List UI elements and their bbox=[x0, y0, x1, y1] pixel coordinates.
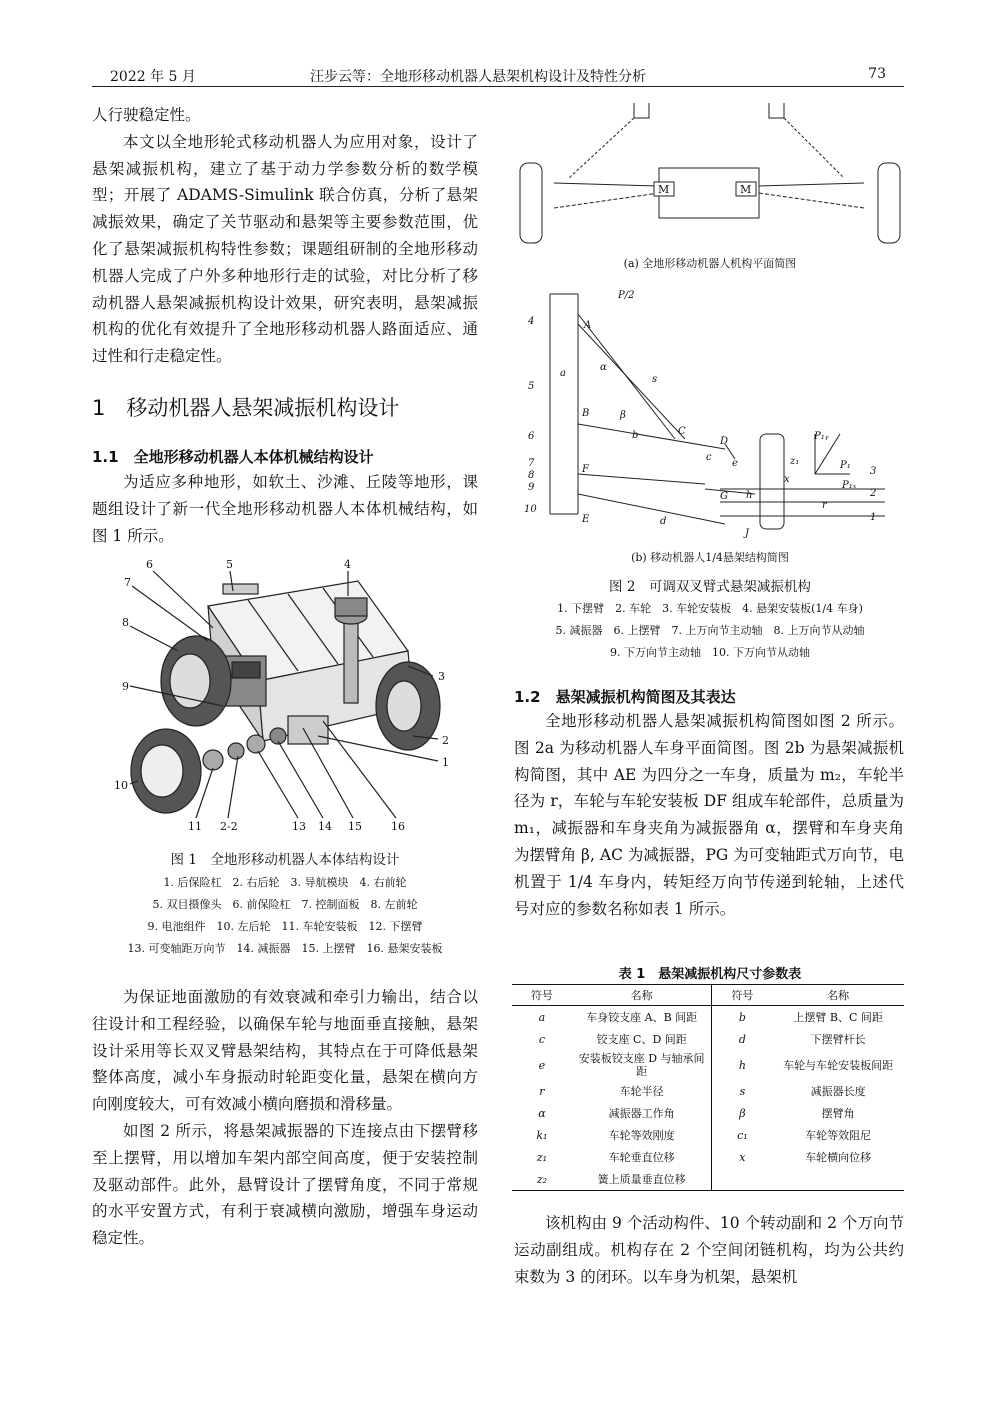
table-cell bbox=[772, 1168, 904, 1191]
table-cell: z₁ bbox=[536, 1150, 548, 1164]
fig2b-label: x bbox=[784, 474, 790, 485]
paragraph: 如图 2 所示，将悬架减振器的下连接点由下摆臂移至上摆臂，用以增加车架内部空间高度，便于安装控制及驱动部件。此外，悬臂设计了摆臂角度，不同于常规的水平安置方式，有利于衰减横向激励，增强车身运动稳定性。 bbox=[92, 1121, 478, 1248]
fig2b-label: 3 bbox=[870, 466, 877, 477]
fig2b-label: 8 bbox=[528, 470, 535, 481]
table-cell: e bbox=[538, 1058, 546, 1072]
table-row bbox=[512, 1006, 904, 1029]
fig1-label: 14 bbox=[318, 820, 332, 833]
table-cell: 车轮等效阻尼 bbox=[805, 1128, 872, 1142]
fig2b-label: 2 bbox=[870, 488, 877, 499]
table-cell: 车轮与车轮安装板间距 bbox=[783, 1058, 894, 1072]
table-row bbox=[512, 1050, 904, 1080]
subsection-heading: 1.1 全地形移动机器人本体机械结构设计 bbox=[92, 448, 374, 466]
table-row bbox=[512, 1102, 904, 1124]
page-number: 73 bbox=[868, 66, 886, 82]
table-row bbox=[512, 1168, 904, 1191]
header-title: 汪步云等：全地形移动机器人悬架机构设计及特性分析 bbox=[310, 69, 646, 85]
paragraph: 该机构由 9 个活动构件、10 个转动副和 2 个万向节运动副组成。机构存在 2 个空间闭链机构，均为公共约束数为 3 的闭环。以车身为机架，悬架机 bbox=[514, 1214, 904, 1286]
fig2b-label: 10 bbox=[524, 504, 537, 515]
table-cell: 车轮横向位移 bbox=[805, 1150, 872, 1164]
fig2b-label: e bbox=[732, 458, 738, 469]
figure-1-robot-illustration bbox=[108, 556, 460, 838]
fig2b-label: C bbox=[678, 426, 686, 437]
table-cell: 摆臂角 bbox=[821, 1106, 855, 1120]
fig2b-label: D bbox=[720, 436, 729, 447]
table-header: 名称 bbox=[572, 985, 712, 1006]
figure-2b-suspension-diagram bbox=[520, 284, 900, 542]
legend-line: 1. 下摆臂 2. 车轮 3. 车轮安装板 4. 悬架安装板(1/4 车身) bbox=[557, 602, 863, 615]
figure-2a-caption: (a) 全地形移动机器人机构平面简图 bbox=[623, 257, 797, 270]
figure-2-caption: 图 2 可调双叉臂式悬架减振机构 bbox=[609, 579, 811, 595]
fig2b-label: 7 bbox=[528, 458, 535, 469]
running-header bbox=[92, 64, 904, 87]
motor-label: M bbox=[658, 183, 670, 196]
fig2b-label: d bbox=[660, 516, 667, 527]
fig2b-label: 9 bbox=[528, 482, 535, 493]
table-cell: 车轮垂直位移 bbox=[572, 1146, 712, 1168]
paragraph: 本文以全地形轮式移动机器人为应用对象，设计了悬架减振机构，建立了基于动力学参数分析的数学模型；开展了 ADAMS-Simulink 联合仿真，分析了悬架减振效果，确定了关节驱动和悬架等主要参数范围，优化了悬架减振机构特性参数；课题组研制的全地形移动机器人完成了户外多种地形行走的试验，对比分析了移动机器人悬架减振机构设计效果，研究表明，悬架减振机构的优化有效提升了全地形移动机器人路面适应、通过性和行走稳定性。 bbox=[92, 132, 478, 366]
figure-1-legend bbox=[92, 872, 478, 960]
table-cell: b bbox=[738, 1010, 746, 1024]
paragraph: 为保证地面激励的有效衰减和牵引力输出，结合以往设计和工程经验，以确保车轮与地面垂直接触，悬架设计采用等长双叉臂悬架结构，其特点在于可降低悬架整体高度，减小车身振动时轮距变化量，悬架在横向方向刚度较大，可有效减小横向磨损和滑移量。 bbox=[92, 988, 478, 1114]
legend-line: 1. 后保险杠 2. 右后轮 3. 导航模块 4. 右前轮 bbox=[163, 876, 407, 889]
left-column-top bbox=[92, 102, 478, 370]
table-row bbox=[512, 1124, 904, 1146]
fig2b-label: r bbox=[822, 500, 827, 511]
fig1-label: 6 bbox=[146, 558, 153, 571]
table-cell: d bbox=[738, 1032, 746, 1046]
figure-2-legend bbox=[514, 598, 906, 664]
right-column-body bbox=[514, 708, 904, 922]
fig2b-label: F bbox=[582, 464, 589, 475]
fig2b-label: P₁ₓ bbox=[842, 480, 857, 491]
fig1-label: 13 bbox=[292, 820, 306, 833]
table-1 bbox=[512, 984, 904, 1191]
fig1-label: 2-2 bbox=[220, 820, 238, 833]
table-cell: k₁ bbox=[536, 1128, 548, 1142]
table-cell: β bbox=[739, 1106, 746, 1120]
table-cell: a bbox=[538, 1010, 546, 1024]
fig1-label: 3 bbox=[438, 670, 445, 683]
fig1-label: 8 bbox=[122, 616, 129, 629]
table-1-title: 表 1 悬架减振机构尺寸参数表 bbox=[618, 967, 802, 982]
table-cell: h bbox=[738, 1058, 746, 1072]
fig2b-label: β bbox=[620, 410, 626, 421]
table-cell: r bbox=[539, 1084, 545, 1098]
fig2b-label: P/2 bbox=[618, 290, 635, 301]
fig2b-label: 6 bbox=[528, 431, 535, 442]
table-header: 名称 bbox=[772, 985, 904, 1006]
table-cell: 减振器工作角 bbox=[572, 1102, 712, 1124]
table-cell: x bbox=[739, 1150, 746, 1164]
fig2b-label: B bbox=[582, 408, 590, 419]
fig2b-label: s bbox=[652, 374, 658, 385]
motor-label: M bbox=[740, 183, 752, 196]
table-cell: c₁ bbox=[737, 1128, 748, 1142]
fig1-label: 7 bbox=[124, 576, 131, 589]
figure-1-caption: 图 1 全地形移动机器人本体结构设计 bbox=[170, 852, 400, 868]
legend-line: 5. 双目摄像头 6. 前保险杠 7. 控制面板 8. 左前轮 bbox=[152, 898, 418, 911]
table-cell: z₂ bbox=[512, 1168, 572, 1191]
table-cell: 上摆臂 B、C 间距 bbox=[793, 1010, 883, 1024]
fig2b-label: A bbox=[584, 320, 592, 331]
fig1-label: 5 bbox=[226, 558, 233, 571]
table-header: 符号 bbox=[712, 985, 772, 1006]
header-date: 2022 年 5 月 bbox=[110, 69, 196, 85]
table-cell: 减振器长度 bbox=[810, 1084, 866, 1098]
left-column-intro bbox=[92, 469, 478, 549]
legend-line: 9. 下万向节主动轴 10. 下万向节从动轴 bbox=[610, 646, 810, 659]
legend-line: 9. 电池组件 10. 左后轮 11. 车轮安装板 12. 下摆臂 bbox=[147, 920, 423, 933]
section-heading: 1 移动机器人悬架减振机构设计 bbox=[92, 396, 400, 420]
fig2b-label: α bbox=[600, 362, 607, 373]
table-cell: α bbox=[538, 1106, 546, 1120]
paragraph: 人行驶稳定性。 bbox=[92, 106, 201, 124]
table-row bbox=[512, 1028, 904, 1050]
table-row bbox=[512, 1146, 904, 1168]
right-column-bottom bbox=[514, 1210, 904, 1290]
fig2b-label: G bbox=[720, 491, 728, 502]
fig1-label: 2 bbox=[442, 734, 449, 747]
table-cell: c bbox=[538, 1032, 545, 1046]
table-cell bbox=[712, 1168, 772, 1191]
table-cell: 车身铰支座 A、B 间距 bbox=[572, 1006, 712, 1029]
fig1-label: 4 bbox=[344, 558, 351, 571]
fig2b-label: 5 bbox=[528, 381, 535, 392]
figure-2b-caption: (b) 移动机器人1/4悬架结构简图 bbox=[631, 551, 789, 564]
figure-2a-plan-diagram bbox=[514, 98, 906, 250]
table-cell: 安装板铰支座 D 与轴承间距 bbox=[572, 1050, 712, 1080]
fig2b-label: c bbox=[706, 452, 712, 463]
fig1-label: 1 bbox=[442, 756, 449, 769]
fig2b-label: P₁ bbox=[840, 460, 851, 471]
fig1-label: 16 bbox=[391, 820, 405, 833]
table-header: 符号 bbox=[512, 985, 572, 1006]
fig1-label: 11 bbox=[188, 820, 202, 833]
table-row bbox=[512, 1080, 904, 1102]
table-cell: 下摆臂杆长 bbox=[810, 1032, 866, 1046]
fig2b-label: 1 bbox=[870, 512, 877, 523]
fig2b-label: E bbox=[582, 514, 590, 525]
legend-line: 5. 减振器 6. 上摆臂 7. 上万向节主动轴 8. 上万向节从动轴 bbox=[555, 624, 865, 637]
fig2b-label: b bbox=[632, 430, 639, 441]
fig2b-label: h bbox=[746, 490, 753, 501]
fig1-label: 10 bbox=[114, 779, 128, 792]
fig2b-label: a bbox=[560, 368, 566, 379]
fig2b-label: 4 bbox=[528, 316, 535, 327]
fig2b-label: J bbox=[745, 528, 750, 539]
fig1-label: 9 bbox=[122, 680, 129, 693]
paragraph: 全地形移动机器人悬架减振机构简图如图 2 所示。图 2a 为移动机器人车身平面简图。图 2b 为悬架减振机构简图，其中 AE 为四分之一车身，质量为 m₂，车轮半径为 r，车轮与车轮安装板 DF 组成车轮部件，总质量为 m₁，减振器和车身夹角为减振器角 α，摆臂和车身夹角为摆臂角 β, AC 为减振器，PG 为可变轴距式万向节，电机置于 1/4 车身内，转矩经万向节传递到轮轴，上述代号对应的参数名称如表 1 所示。 bbox=[514, 712, 904, 918]
table-cell: s bbox=[739, 1084, 746, 1098]
fig2b-label: z₁ bbox=[790, 456, 800, 467]
table-cell: 车轮等效刚度 bbox=[572, 1124, 712, 1146]
left-column-bottom bbox=[92, 984, 478, 1252]
fig2b-label: P₁ᵧ bbox=[814, 431, 829, 442]
paragraph: 为适应多种地形，如软土、沙滩、丘陵等地形，课题组设计了新一代全地形移动机器人本体机械结构，如图 1 所示。 bbox=[92, 473, 478, 545]
table-cell: 簧上质量垂直位移 bbox=[572, 1168, 712, 1191]
legend-line: 13. 可变轴距万向节 14. 减振器 15. 上摆臂 16. 悬架安装板 bbox=[127, 942, 443, 955]
table-cell: 铰支座 C、D 间距 bbox=[572, 1028, 712, 1050]
fig1-label: 15 bbox=[348, 820, 362, 833]
subsection-heading: 1.2 悬架减振机构简图及其表达 bbox=[514, 688, 736, 706]
table-cell: 车轮半径 bbox=[572, 1080, 712, 1102]
